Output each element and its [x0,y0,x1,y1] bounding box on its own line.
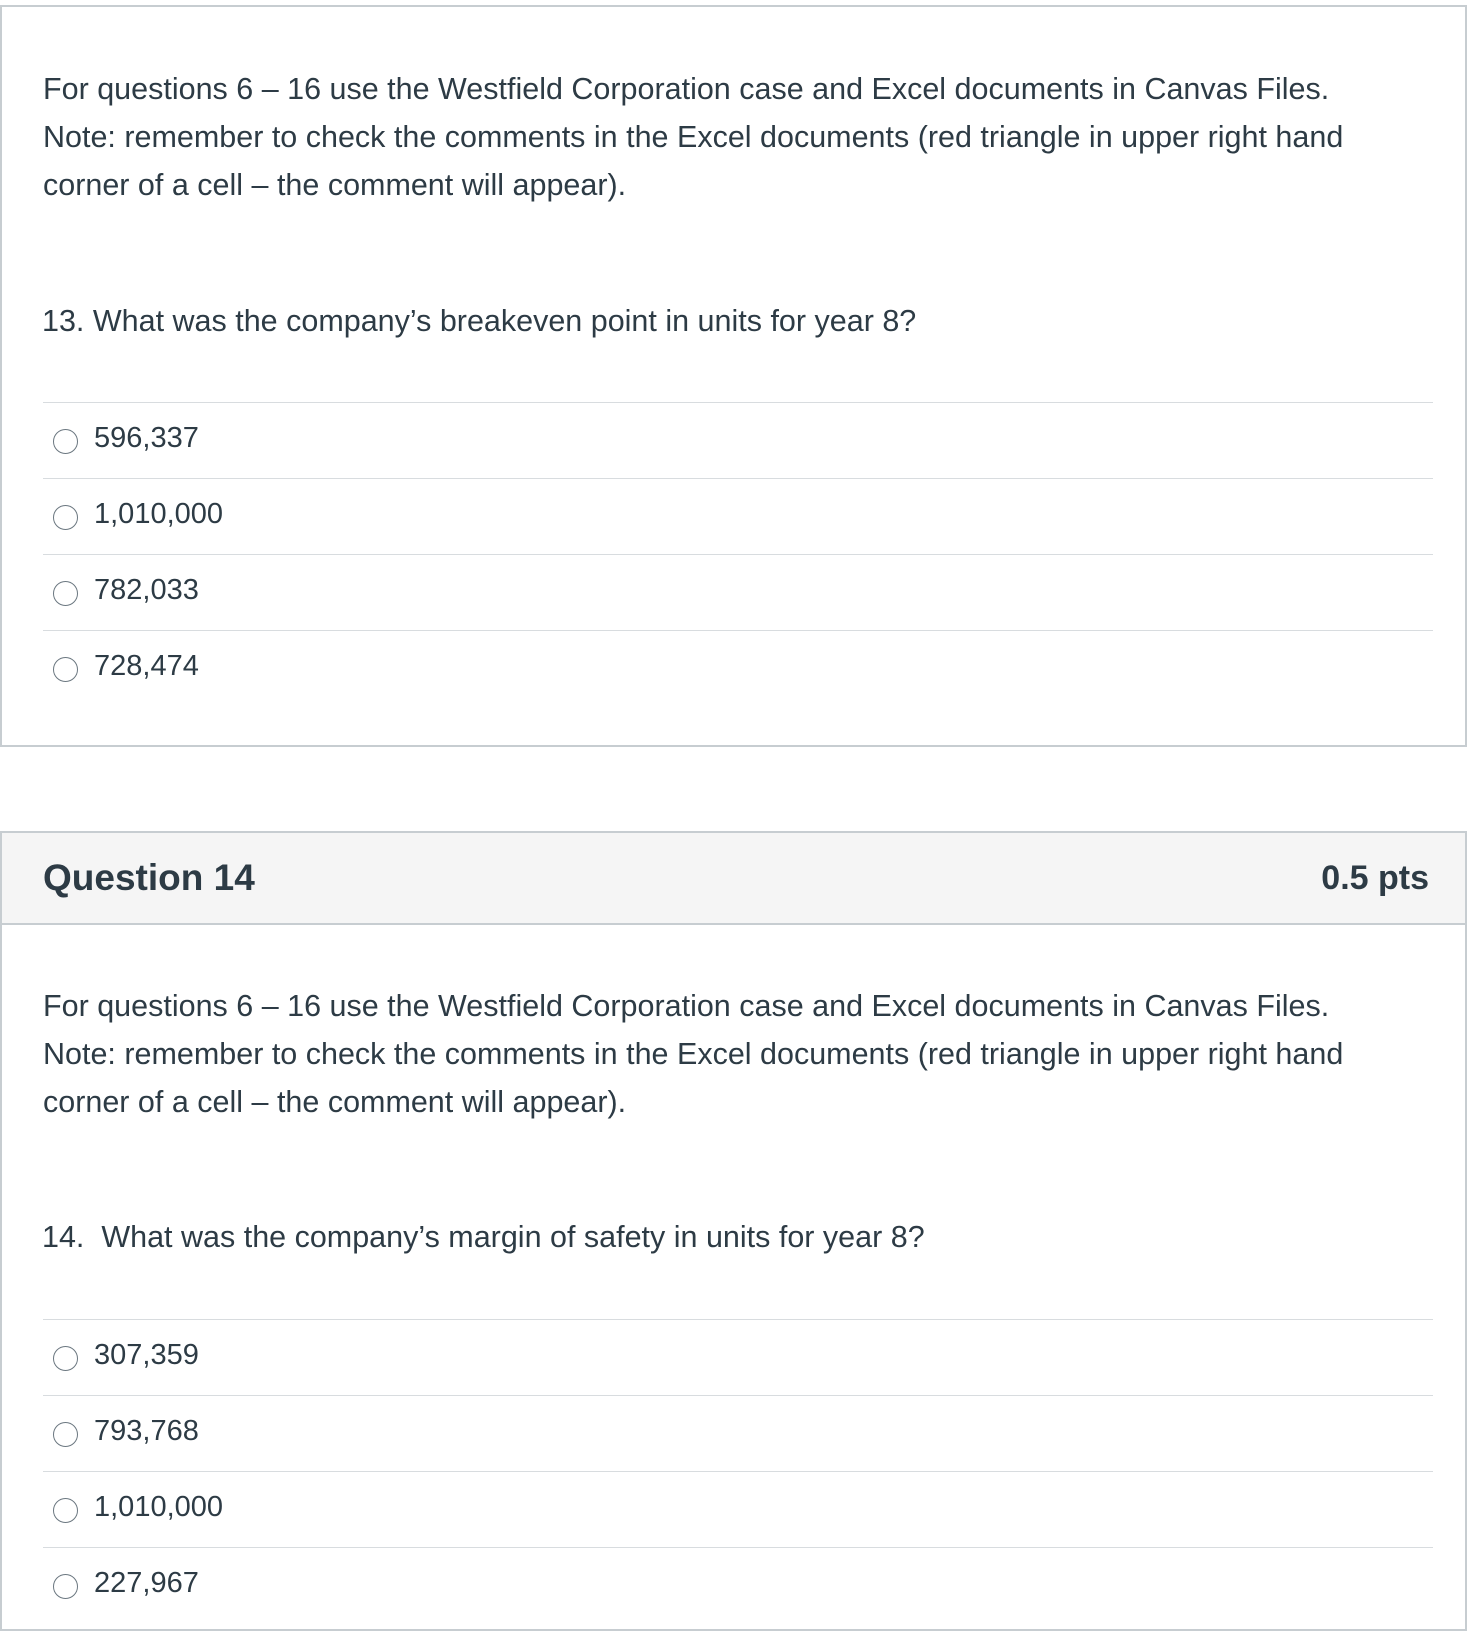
answer-label[interactable]: 793,768 [94,1415,199,1447]
answer-option[interactable] [43,1319,1433,1395]
answer-label[interactable]: 782,033 [94,574,199,606]
question-14-card [0,831,1467,1631]
answer-option[interactable] [43,1471,1433,1547]
answer-option[interactable] [43,1547,1433,1623]
answer-option[interactable] [43,554,1433,630]
question-header [2,833,1465,925]
instructions-line: Note: remember to check the comments in the Excel documents (red triangle in upper right hand [43,120,1344,154]
answer-label[interactable]: 227,967 [94,1567,199,1599]
question-13-instructions [43,65,1443,209]
answer-option[interactable] [43,402,1433,478]
question-14-answers [43,1319,1433,1623]
radio-button[interactable] [53,1574,78,1599]
radio-button[interactable] [53,581,78,606]
question-points: 0.5 pts [1321,859,1429,897]
question-13-prompt: 13. What was the company’s breakeven point in units for year 8? [42,304,917,338]
answer-option[interactable] [43,1395,1433,1471]
answer-label[interactable]: 1,010,000 [94,1491,224,1523]
answer-option[interactable] [43,478,1433,554]
instructions-line: For questions 6 – 16 use the Westfield Corporation case and Excel documents in Canvas Files. [43,72,1330,106]
instructions-line: For questions 6 – 16 use the Westfield Corporation case and Excel documents in Canvas Files. [43,989,1330,1023]
answer-option[interactable] [43,630,1433,706]
answer-label[interactable]: 596,337 [94,422,199,454]
answer-label[interactable]: 307,359 [94,1339,199,1371]
radio-button[interactable] [53,505,78,530]
instructions-line: corner of a cell – the comment will appear). [43,1085,627,1119]
instructions-line: Note: remember to check the comments in the Excel documents (red triangle in upper right hand [43,1037,1344,1071]
radio-button[interactable] [53,1498,78,1523]
instructions-line: corner of a cell – the comment will appear). [43,168,627,202]
radio-button[interactable] [53,1422,78,1447]
answer-label[interactable]: 1,010,000 [94,498,224,530]
question-title: Question 14 [43,857,255,898]
question-14-instructions [43,982,1443,1126]
question-14-prompt: 14. What was the company’s margin of safety in units for year 8? [42,1220,925,1254]
radio-button[interactable] [53,1346,78,1371]
answer-label[interactable]: 728,474 [94,650,199,682]
radio-button[interactable] [53,657,78,682]
radio-button[interactable] [53,429,78,454]
question-13-card [0,5,1467,747]
question-13-answers [43,402,1433,706]
